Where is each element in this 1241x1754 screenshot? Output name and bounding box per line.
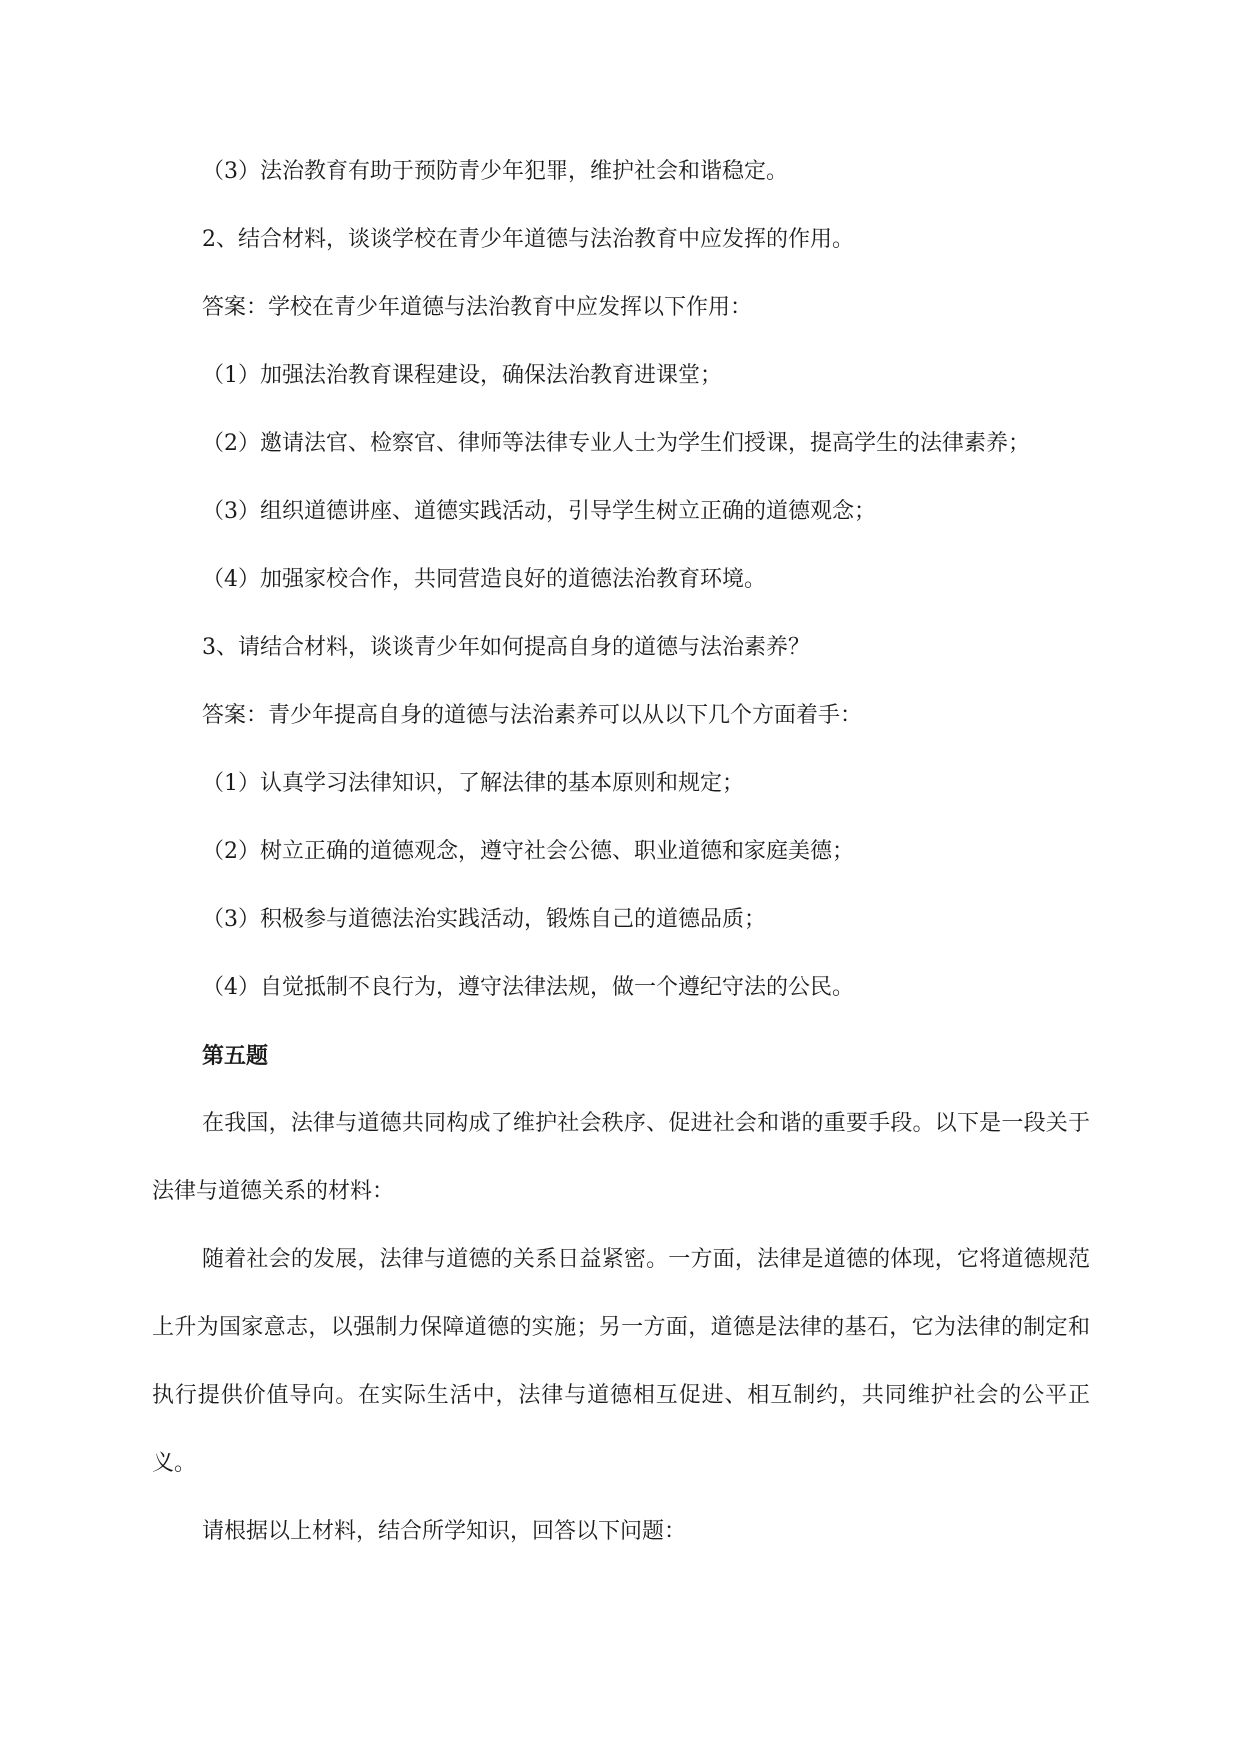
answer-2-item-4: （4）加强家校合作，共同营造良好的道德法治教育环境。: [202, 567, 766, 592]
answer-3-item-4: （4）自觉抵制不良行为，遵守法律法规，做一个遵纪守法的公民。: [202, 975, 854, 1000]
answer-3-item-2: （2）树立正确的道德观念，遵守社会公德、职业道德和家庭美德；: [202, 839, 854, 864]
question-3: 3、请结合材料，谈谈青少年如何提高自身的道德与法治素养？: [202, 635, 810, 660]
answer-2-intro: 答案：学校在青少年道德与法治教育中应发挥以下作用：: [202, 295, 753, 320]
question-2: 2、结合材料，谈谈学校在青少年道德与法治教育中应发挥的作用。: [202, 227, 854, 252]
instruction-text: 请根据以上材料，结合所学知识，回答以下问题：: [202, 1519, 687, 1544]
answer-2-item-3: （3）组织道德讲座、道德实践活动，引导学生树立正确的道德观念；: [202, 499, 876, 524]
answer-2-item-2: （2）邀请法官、检察官、律师等法律专业人士为学生们授课，提高学生的法律素养；: [202, 431, 1030, 456]
section-heading: 第五题: [202, 1043, 269, 1069]
answer-item-3-social-harmony: （3）法治教育有助于预防青少年犯罪，维护社会和谐稳定。: [202, 159, 788, 184]
material-text: 随着社会的发展，法律与道德的关系日益紧密。一方面，法律是道德的体现，它将道德规范上升为国家意志，以强制力保障道德的实施；另一方面，道德是法律的基石，它为法律的制定和执行提供价值导向。在实际生活中，法律与道德相互促进、相互制约，共同维护社会的公平正义。: [152, 1247, 1090, 1476]
answer-3-item-3: （3）积极参与道德法治实践活动，锻炼自己的道德品质；: [202, 907, 766, 932]
section-intro: 在我国，法律与道德共同构成了维护社会秩序、促进社会和谐的重要手段。以下是一段关于法律与道德关系的材料：: [152, 1111, 1090, 1204]
document-body: [152, 138, 1090, 1566]
answer-3-item-1: （1）认真学习法律知识，了解法律的基本原则和规定；: [202, 771, 744, 796]
answer-3-intro: 答案：青少年提高自身的道德与法治素养可以从以下几个方面着手：: [202, 703, 863, 728]
answer-2-item-1: （1）加强法治教育课程建设，确保法治教育进课堂；: [202, 363, 722, 388]
